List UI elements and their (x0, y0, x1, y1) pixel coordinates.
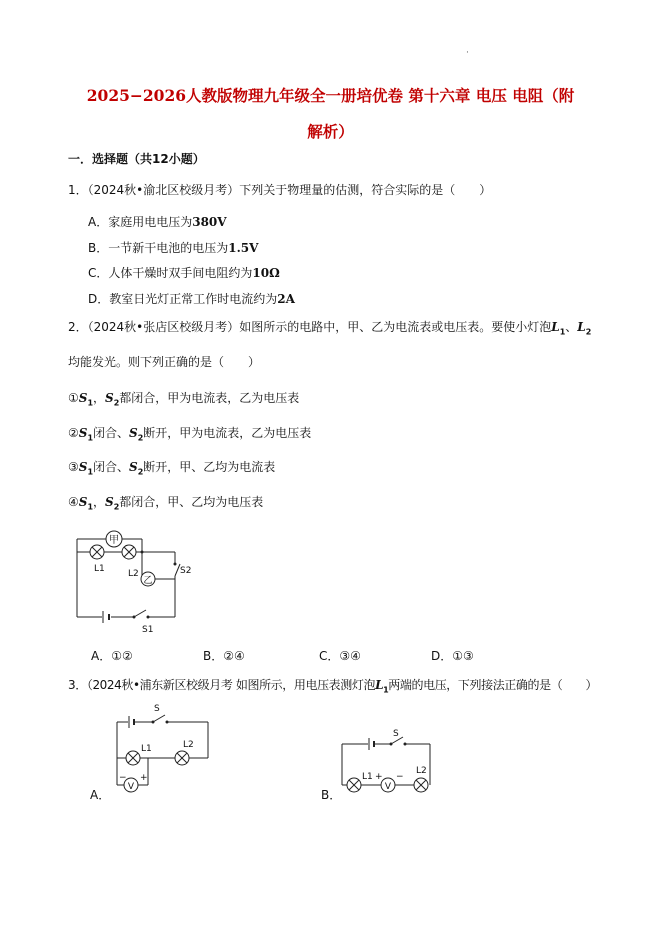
statement-mark: ③ (68, 460, 79, 474)
terminal-plus-label: + (375, 772, 383, 782)
statement-text: ， (93, 495, 106, 509)
switch-symbol: S (105, 495, 114, 509)
question-2-statement-3 (68, 458, 275, 476)
switch-subscript: 2 (113, 502, 120, 512)
lamp-l1-label: L1 (362, 772, 373, 782)
switch-symbol: S (105, 391, 114, 405)
question-2-option-d[interactable] (431, 647, 474, 664)
lamp-l2-symbol: L (577, 320, 586, 334)
question-1-option-b[interactable] (88, 239, 258, 256)
switch-subscript: 1 (87, 502, 94, 512)
switch-s1-label: S1 (142, 625, 154, 635)
switch-symbol: S (78, 460, 88, 474)
voltmeter-label: V (127, 782, 135, 792)
meter-yi-icon (141, 572, 155, 586)
option-label: A． (91, 649, 112, 663)
question-3-text-a: （2024秋•浦东新区校级月考 如图所示，用电压表测灯泡 (86, 678, 376, 692)
statement-mark: ④ (68, 495, 79, 509)
option-value: 2A (277, 292, 295, 306)
question-3-text-b: 两端的电压，下列接法正确的是（ ） (388, 678, 598, 692)
switch-symbol: S (129, 460, 138, 474)
option-value: ①③ (452, 649, 474, 663)
document-title-line1: 2025−2026人教版物理九年级全一册培优卷 第十六章 电压 电阻（附 (86, 86, 575, 105)
option-value: ①② (111, 649, 133, 663)
option-label: D． (431, 649, 453, 663)
lamp-l2-icon (175, 751, 189, 765)
switch-symbol: S (129, 426, 138, 440)
option-label: D．教室日光灯正常工作时电流约为 (88, 292, 278, 306)
switch-label: S (154, 704, 160, 714)
switch-subscript: 1 (87, 398, 94, 408)
statement-mark: ① (68, 391, 79, 405)
question-2-number: 2． (68, 320, 88, 334)
lamp-l2-label: L2 (128, 569, 139, 579)
switch-contact-icon (152, 721, 155, 724)
lamp-l2-icon (414, 778, 428, 792)
switch-contact-icon (166, 721, 169, 724)
meter-jia-label: 甲 (109, 535, 119, 546)
terminal-plus-label: + (140, 773, 148, 783)
statement-text: 断开，甲、乙均为电流表 (143, 460, 276, 474)
lamp-l1-label: L1 (94, 564, 105, 574)
question-3-circuit-b-diagram (338, 727, 438, 802)
switch-contact-icon (390, 743, 393, 746)
statement-text: 闭合、 (93, 460, 130, 474)
terminal-minus-label: − (119, 773, 127, 783)
question-2-circuit-diagram (72, 524, 202, 639)
page-mark: · (466, 48, 469, 58)
lamp-l2-label: L2 (416, 766, 427, 776)
question-1-number: 1． (68, 183, 88, 197)
switch-contact-icon (404, 743, 407, 746)
option-value: 10Ω (252, 266, 280, 280)
lamp-l1-icon (126, 751, 140, 765)
separator: 、 (565, 320, 578, 334)
switch-subscript: 2 (137, 467, 144, 477)
statement-text: 都闭合，甲、乙均为电压表 (119, 495, 264, 509)
question-1-text: （2024秋•渝北区校级月考）下列关于物理量的估测，符合实际的是（ ） (87, 183, 492, 197)
question-1-option-d[interactable] (88, 290, 295, 307)
lamp-subscript: 1 (383, 685, 389, 695)
option-label: B．一节新干电池的电压为 (88, 241, 229, 255)
question-2-option-b[interactable] (203, 647, 245, 664)
statement-text: 断开，甲为电流表，乙为电压表 (143, 426, 312, 440)
switch-symbol: S (78, 426, 88, 440)
junction-dot-icon (141, 551, 144, 554)
switch-symbol: S (78, 391, 88, 405)
voltmeter-label: V (384, 782, 392, 792)
question-2-stem (68, 318, 591, 336)
question-1-stem (68, 181, 491, 198)
option-value: 380V (192, 215, 227, 229)
statement-text: ， (93, 391, 106, 405)
switch-s2-label: S2 (180, 566, 192, 576)
option-label: C． (319, 649, 340, 663)
section-heading: 一．选择题（共12小题） (68, 152, 205, 166)
switch-subscript: 1 (87, 433, 94, 443)
lamp-l1-symbol: L (551, 320, 560, 334)
question-2-option-a[interactable] (91, 647, 133, 664)
option-value: 1.5V (228, 241, 259, 255)
question-1-option-a[interactable] (88, 213, 227, 230)
option-label: C．人体干燥时双手间电阻约为 (88, 266, 253, 280)
question-2-option-c[interactable] (319, 647, 361, 664)
switch-s2-contact-icon (174, 563, 177, 566)
option-label: A．家庭用电电压为 (88, 215, 193, 229)
statement-mark: ② (68, 426, 79, 440)
switch-label: S (393, 729, 399, 739)
statement-text: 闭合、 (93, 426, 130, 440)
question-2-stem-continued: 均能发光。则下列正确的是（ ） (68, 355, 261, 369)
statement-text: 都闭合，甲为电流表，乙为电压表 (119, 391, 300, 405)
switch-subscript: 2 (113, 398, 120, 408)
switch-s1-contact-icon (147, 616, 150, 619)
option-label: B． (203, 649, 224, 663)
question-3-circuit-a-diagram (108, 700, 218, 800)
question-1-option-c[interactable] (88, 264, 280, 281)
option-value: ③④ (339, 649, 361, 663)
lamp-l2-icon (122, 545, 136, 559)
switch-symbol: S (78, 495, 88, 509)
switch-s1-contact-icon (133, 616, 136, 619)
lamp-l2-label: L2 (183, 740, 194, 750)
question-3-option-a-label[interactable]: A． (90, 788, 111, 802)
question-3-stem (68, 676, 597, 694)
lamp-l1-subscript: 1 (559, 327, 566, 337)
switch-subscript: 1 (87, 467, 94, 477)
question-3-number: 3． (68, 678, 87, 692)
meter-yi-label: 乙 (143, 576, 153, 586)
question-2-statement-2 (68, 424, 311, 442)
document-title-line2: 解析） (307, 122, 354, 141)
terminal-minus-label: − (396, 772, 404, 782)
question-2-text-a: （2024秋•张店区校级月考）如图所示的电路中，甲、乙为电流表或电压表。要使小灯泡 (87, 320, 552, 334)
question-3-option-b-label[interactable]: B． (321, 788, 342, 802)
question-2-statement-1 (68, 389, 299, 407)
lamp-l2-subscript: 2 (585, 327, 592, 337)
option-value: ②④ (223, 649, 245, 663)
question-2-statement-4 (68, 493, 263, 511)
lamp-symbol: L (375, 678, 384, 692)
switch-subscript: 2 (137, 433, 144, 443)
voltmeter-icon (381, 778, 395, 792)
lamp-l1-icon (347, 778, 361, 792)
lamp-l1-icon (90, 545, 104, 559)
lamp-l1-label: L1 (141, 744, 152, 754)
meter-jia-icon (106, 531, 122, 547)
